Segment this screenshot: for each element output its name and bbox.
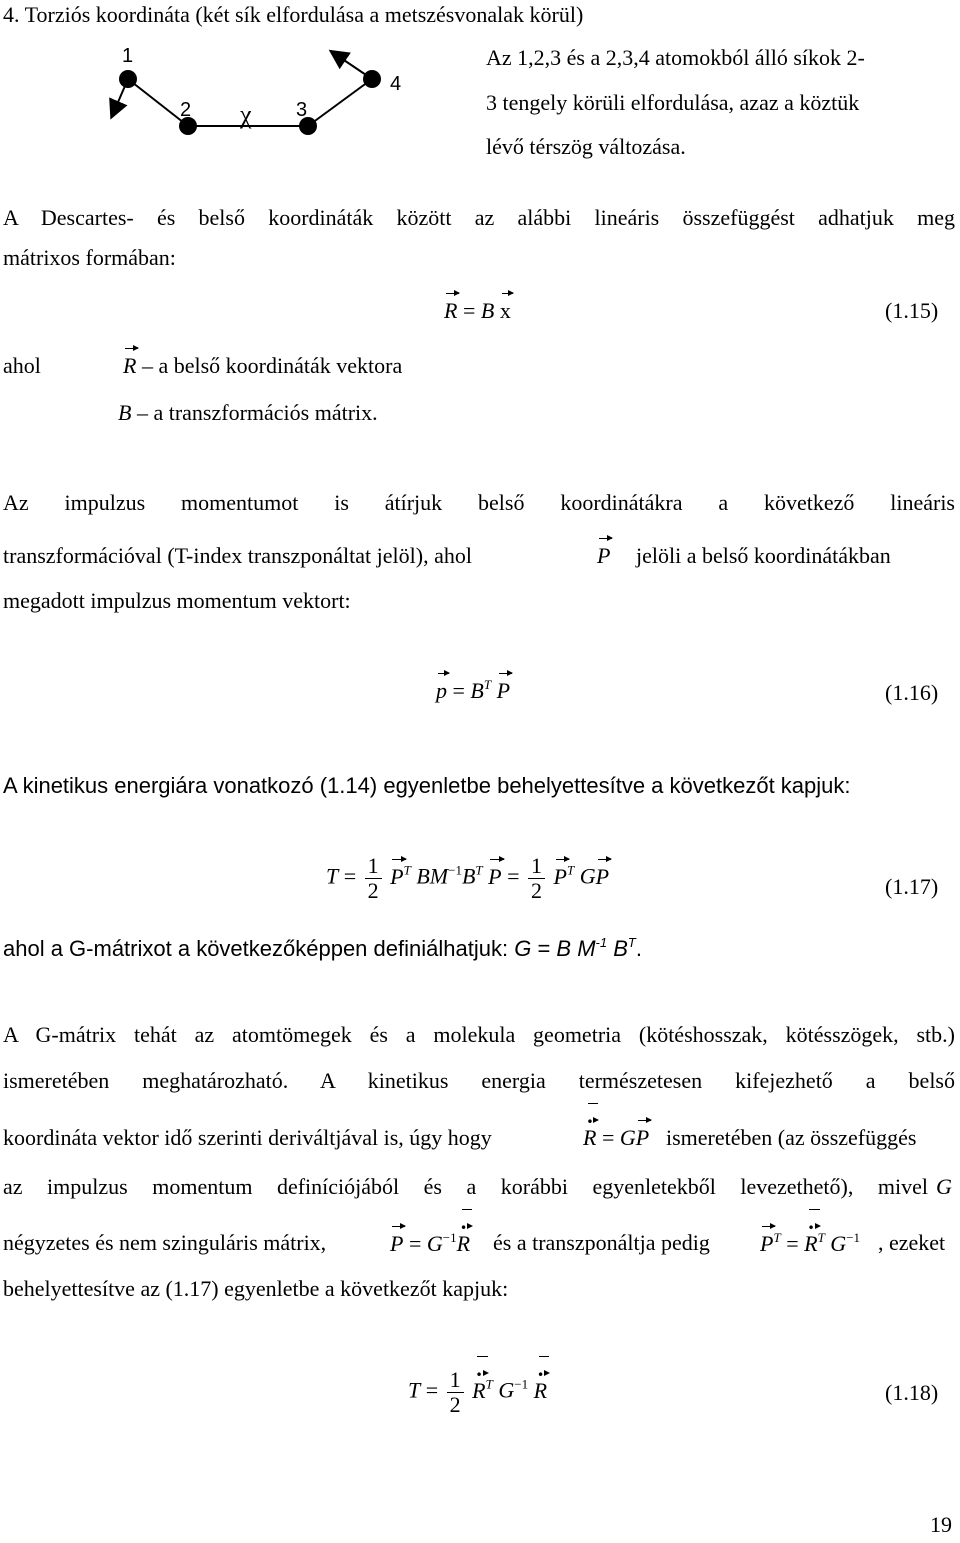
r-definition-text: – a belső koordináták vektora bbox=[141, 353, 403, 378]
para1-line-2: mátrixos formában: bbox=[3, 245, 176, 270]
p-vector-symbol: P bbox=[597, 543, 611, 568]
intro-line-3: lévő térszög változása. bbox=[486, 134, 686, 159]
b-definition-text: – a transzformációs mátrix. bbox=[136, 400, 378, 425]
para4-line-3b: ismeretében (az összefüggés bbox=[666, 1125, 917, 1150]
para2-line-1: Az impulzus momentumot is átírjuk belső koordinátákra a következő lineáris bbox=[3, 490, 955, 515]
page-number: 19 bbox=[930, 1512, 952, 1537]
para1-line-1: A Descartes- és belső koordináták között az alábbi lineáris összefüggést adhatjuk meg bbox=[3, 205, 955, 230]
r-definition: R – a belső koordináták vektora bbox=[123, 353, 403, 378]
b-definition: B – a transzformációs mátrix. bbox=[118, 400, 378, 425]
para3: A kinetikus energiára vonatkozó (1.14) egyenletbe behelyettesítve a következőt kapjuk: bbox=[3, 773, 851, 798]
para2-line-2a: transzformációval (T-index transzponáltat jelöl), ahol bbox=[3, 543, 472, 568]
equation-1-17: T = $\frac{1}{2}$ $P^T$ $BM^{-1}B^T$ P = $\frac{1}{2}$ $P^T$ GP bbox=[326, 853, 610, 903]
para4-line-4: az impulzus momentum definíciójából és a korábbi egyenletekből levezethető), mivel bbox=[3, 1174, 928, 1199]
equation-1-16-number: (1.16) bbox=[885, 680, 939, 705]
para4-line-1: A G-mátrix tehát az atomtömegek és a molekula geometria (kötéshosszak, kötésszögek, stb.) bbox=[3, 1022, 955, 1047]
atom-1-label: 1 bbox=[122, 45, 134, 67]
para4-line-5b: és a transzponáltja pedig bbox=[493, 1230, 710, 1255]
g-definition-text: ahol a G-mátrixot a következőképpen definiálhatjuk: bbox=[3, 936, 509, 961]
equation-1-15-number: (1.15) bbox=[885, 298, 939, 323]
ahol-label: ahol bbox=[3, 353, 41, 378]
equation-1-15: R = B x bbox=[444, 298, 511, 323]
atom-1-node bbox=[119, 70, 137, 88]
para4-line-4-g: G bbox=[936, 1174, 952, 1199]
equation-1-16: $p = B^T$ P bbox=[436, 677, 511, 703]
torsion-diagram bbox=[100, 40, 430, 160]
atom-4-label: 4 bbox=[390, 73, 402, 95]
equation-1-17-number: (1.17) bbox=[885, 874, 939, 899]
para4-line-5a: négyzetes és nem szinguláris mátrix, bbox=[3, 1230, 327, 1255]
para2-line-3: megadott impulzus momentum vektort: bbox=[3, 588, 351, 613]
para4-line-2: ismeretében meghatározható. A kinetikus energia természetesen kifejezhető a belső bbox=[3, 1068, 955, 1093]
p-equals-g-inv-rdot: $P = G^{-1}$. R bbox=[390, 1230, 470, 1257]
atom-4-node bbox=[363, 70, 381, 88]
para4-line-5c: , ezeket bbox=[878, 1230, 946, 1255]
para4-line-3a: koordináta vektor idő szerinti deriváltjával is, úgy hogy bbox=[3, 1125, 492, 1150]
section-title: 4. Torziós koordináta (két sík elfordulása a metszésvonalak körül) bbox=[3, 2, 584, 27]
intro-line-2: 3 tengely körüli elfordulása, azaz a köztük bbox=[486, 90, 860, 115]
equation-1-18: T = $\frac{1}{2}$ . $R^T$ $G^{-1}$ . R bbox=[408, 1368, 547, 1417]
rdot-equals-gp: . R = GP bbox=[583, 1125, 649, 1151]
atom-3-label: 3 bbox=[296, 99, 308, 121]
angle-chi-label: χ bbox=[240, 100, 252, 129]
equation-1-18-number: (1.18) bbox=[885, 1380, 939, 1405]
para2-line-2b: jelöli a belső koordinátákban bbox=[636, 543, 891, 568]
pt-equals-rdott-g-inv: $P^T$ = . $R^T$ $G^{-1}$ bbox=[760, 1230, 860, 1257]
para4-line-6: behelyettesítve az (1.17) egyenletbe a következőt kapjuk: bbox=[3, 1276, 509, 1301]
atom-2-label: 2 bbox=[180, 99, 192, 121]
g-definition: ahol a G-mátrixot a következőképpen definiálhatjuk: G = B $M^{-1}$ $B^T$. bbox=[3, 935, 642, 961]
intro-line-1: Az 1,2,3 és a 2,3,4 atomokból álló síkok 2- bbox=[486, 45, 865, 70]
